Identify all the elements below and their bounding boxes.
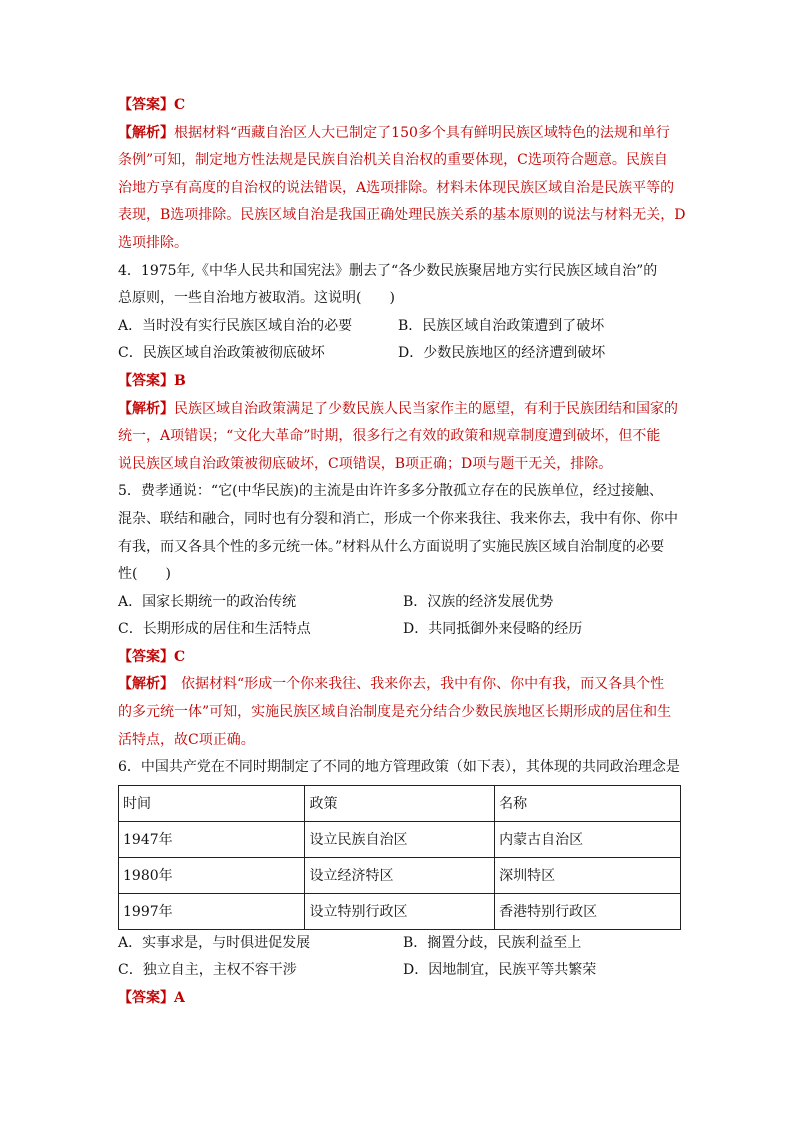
- table-cell: 香港特别行政区: [495, 893, 681, 929]
- q5-stem-line: 性( ): [118, 566, 171, 583]
- q4-answer: 【答案】B: [118, 372, 186, 389]
- table-cell: 设立经济特区: [305, 857, 495, 893]
- q6-option-b: B．搁置分歧，民族利益至上: [403, 934, 582, 951]
- document-page: [118, 92, 684, 1013]
- q6-stem: 6．中国共产党在不同时期制定了不同的地方管理政策（如下表），其体现的共同政治理念是: [118, 759, 680, 776]
- q3-explanation-line: 表现，B选项排除。民族区域自治是我国正确处理民族关系的基本原则的说法与材料无关，D: [118, 207, 686, 224]
- q3-answer: 【答案】C: [118, 97, 186, 113]
- q4-stem-line: 总原则，一些自治地方被取消。这说明( ): [118, 290, 395, 307]
- q5-stem-line: 混杂、联结和融合，同时也有分裂和消亡，形成一个你来我往、我来你去，我中有你、你中: [118, 510, 678, 527]
- q4-options-row: [118, 313, 684, 341]
- q3-explanation-line: 选项排除。: [118, 234, 188, 251]
- q3-explanation-line: 条例”可知，制定地方性法规是民族自治机关自治权的重要体现，C选项符合题意。民族自: [118, 152, 668, 169]
- q4-stem-line: 4．1975年,《中华人民共和国宪法》删去了“各少数民族聚居地方实行民族区域自治”的: [118, 262, 658, 279]
- q4-explanation-line: 说民族区域自治政策被彻底破坏，C项错误，B项正确；D项与题干无关，排除。: [118, 455, 613, 472]
- q6-option-c: C．独立自主，主权不容干涉: [118, 962, 297, 979]
- q6-option-d: D．因地制宜，民族平等共繁荣: [403, 962, 597, 979]
- q5-option-a: A．国家长期统一的政治传统: [118, 593, 297, 610]
- table-header-cell: 名称: [495, 785, 681, 821]
- q6-options-row: [118, 930, 684, 958]
- q6-options-row: [118, 957, 684, 985]
- table-row: [119, 821, 681, 857]
- q4-option-c: C．民族区域自治政策被彻底破坏: [118, 345, 325, 362]
- q5-answer: 【答案】C: [118, 648, 186, 665]
- q4-option-b: B．民族区域自治政策遭到了破坏: [398, 317, 605, 334]
- table-header-row: [119, 785, 681, 821]
- q3-explanation-line: 治地方享有高度的自治权的说法错误，A选项排除。材料未体现民族区域自治是民族平等的: [118, 179, 675, 196]
- table-cell: 1980年: [119, 857, 305, 893]
- q5-explanation-line: 【解析】 依据材料“形成一个你来我往、我来你去，我中有你、你中有我，而又各具个性: [118, 676, 665, 693]
- q5-stem-line: 5．费孝通说：“它(中华民族)的主流是由许许多多分散孤立存在的民族单位，经过接触、: [118, 483, 663, 500]
- q5-option-b: B．汉族的经济发展优势: [403, 593, 554, 610]
- q6-option-a: A．实事求是，与时俱进促发展: [118, 934, 311, 951]
- q4-explanation-line: 统一，A项错误；“文化大革命”时期，很多行之有效的政策和规章制度遭到破坏，但不能: [118, 428, 661, 445]
- table-cell: 设立民族自治区: [305, 821, 495, 857]
- q5-options-row: [118, 589, 684, 617]
- q5-option-c: C．长期形成的居住和生活特点: [118, 621, 311, 638]
- q4-option-a: A．当时没有实行民族区域自治的必要: [118, 317, 353, 334]
- table-cell: 深圳特区: [495, 857, 681, 893]
- q5-options-row: [118, 616, 684, 644]
- table-cell: 设立特别行政区: [305, 893, 495, 929]
- q5-explanation-line: 活特点，故C项正确。: [118, 731, 255, 748]
- table-cell: 1947年: [119, 821, 305, 857]
- table-cell: 内蒙古自治区: [495, 821, 681, 857]
- table-header-cell: 政策: [305, 785, 495, 821]
- q4-option-d: D．少数民族地区的经济遭到破坏: [398, 345, 606, 362]
- q3-explanation-line: 【解析】根据材料“西藏自治区人大已制定了150多个具有鲜明民族区域特色的法规和单行: [118, 124, 670, 141]
- q6-answer: 【答案】A: [118, 990, 185, 1007]
- table-row: [119, 893, 681, 929]
- table-header-cell: 时间: [119, 785, 305, 821]
- q4-explanation-line: 【解析】民族区域自治政策满足了少数民族人民当家作主的愿望，有利于民族团结和国家的: [118, 400, 678, 417]
- policy-table: [118, 785, 681, 930]
- q5-stem-line: 有我，而又各具个性的多元统一体。”材料从什么方面说明了实施民族区域自治制度的必要: [118, 538, 665, 555]
- q4-options-row: [118, 340, 684, 368]
- table-cell: 1997年: [119, 893, 305, 929]
- q5-option-d: D．共同抵御外来侵略的经历: [403, 621, 583, 638]
- q5-explanation-line: 的多元统一体”可知，实施民族区域自治制度是充分结合少数民族地区长期形成的居住和生: [118, 704, 672, 721]
- table-row: [119, 857, 681, 893]
